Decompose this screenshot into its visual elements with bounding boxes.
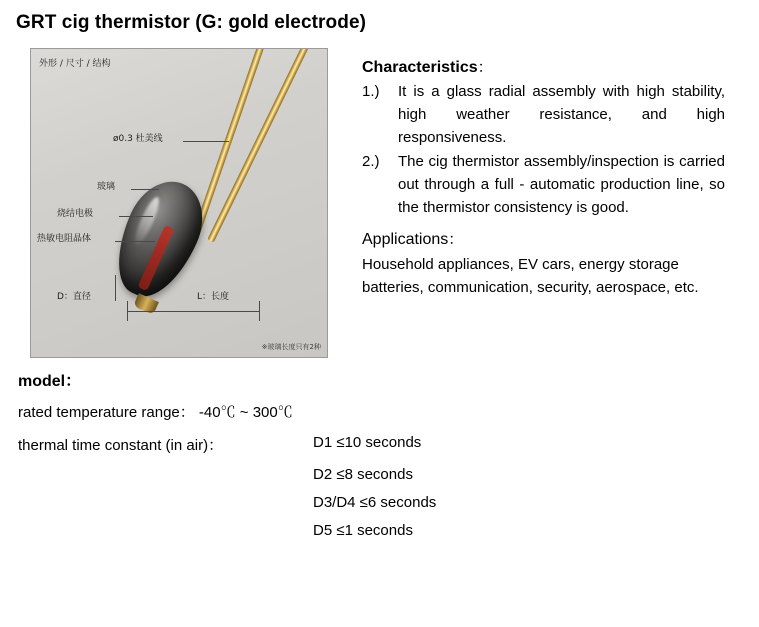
- right-text-column: [362, 48, 745, 299]
- figure-container: [30, 48, 330, 358]
- figure-caption-top-left: 外形 / 尺寸 / 结构: [39, 59, 111, 69]
- thermal-time-constant-row: [313, 466, 745, 483]
- list-item: [362, 151, 725, 220]
- figure-dimension-tick: [127, 301, 128, 321]
- figure-leader-line: [115, 241, 155, 242]
- applications-heading-colon: ：: [448, 230, 464, 248]
- characteristics-heading-colon: ：: [477, 59, 493, 76]
- figure-label-chip: 热敏电阻晶体: [37, 234, 92, 244]
- thermal-time-constant-value: D1 ≤10 seconds: [313, 434, 422, 451]
- list-item-number: 2.): [362, 152, 380, 170]
- applications-text: Household appliances, EV cars, energy storage batteries, communication, security, aerospace, etc.: [362, 255, 699, 296]
- list-item-text: It is a glass radial assembly with high stability, high weather resistance, and high responsiveness.: [398, 83, 725, 146]
- figure-leader-line: [131, 189, 159, 190]
- figure-dimension-line: [115, 275, 116, 301]
- figure-label-wire: ø0.3 杜美线: [113, 134, 163, 144]
- thermistor-diagram-image: [30, 48, 328, 358]
- model-heading: model：: [18, 373, 82, 390]
- figure-leader-line: [119, 216, 153, 217]
- figure-label-electrode: 烧结电极: [57, 209, 94, 219]
- thermal-time-constant-row: [18, 434, 745, 455]
- list-item: [362, 81, 725, 150]
- lead-wire-icon: [191, 48, 274, 240]
- list-item-number: 1.): [362, 83, 380, 100]
- applications-heading-text: Applications: [362, 230, 449, 248]
- figure-label-glass: 玻璃: [97, 182, 116, 192]
- figure-label-length: L：长度: [197, 292, 230, 302]
- applications-heading: [362, 228, 725, 249]
- thermal-time-constant-label: thermal time constant (in air)：: [18, 437, 224, 454]
- rated-temperature-range: rated temperature range： -40℃ ~ 300℃: [18, 404, 293, 421]
- characteristics-heading-text: Characteristics: [362, 59, 478, 76]
- characteristics-heading: [362, 56, 725, 77]
- model-section: [18, 368, 745, 539]
- characteristics-list: [362, 81, 725, 220]
- list-item-text: The cig thermistor assembly/inspection is carried out through a full - automatic production line, so the thermistor consistency is good.: [398, 152, 725, 216]
- figure-label-diameter: D：直径: [57, 292, 91, 302]
- thermal-time-constant-value: D3/D4 ≤6 seconds: [313, 494, 437, 511]
- figure-leader-line: [183, 141, 229, 142]
- figure-dimension-tick: [259, 301, 260, 321]
- figure-caption-bottom-right: ※玻璃长度只有2种: [261, 343, 321, 351]
- thermal-time-constant-value: D5 ≤1 seconds: [313, 522, 413, 539]
- thermal-time-constant-row: [313, 494, 745, 511]
- content-row: [14, 48, 745, 358]
- thermal-time-constant-row: [313, 522, 745, 539]
- page-title: GRT cig thermistor (G: gold electrode): [16, 12, 367, 33]
- thermal-time-constant-value: D2 ≤8 seconds: [313, 466, 413, 483]
- figure-dimension-line: [127, 311, 259, 312]
